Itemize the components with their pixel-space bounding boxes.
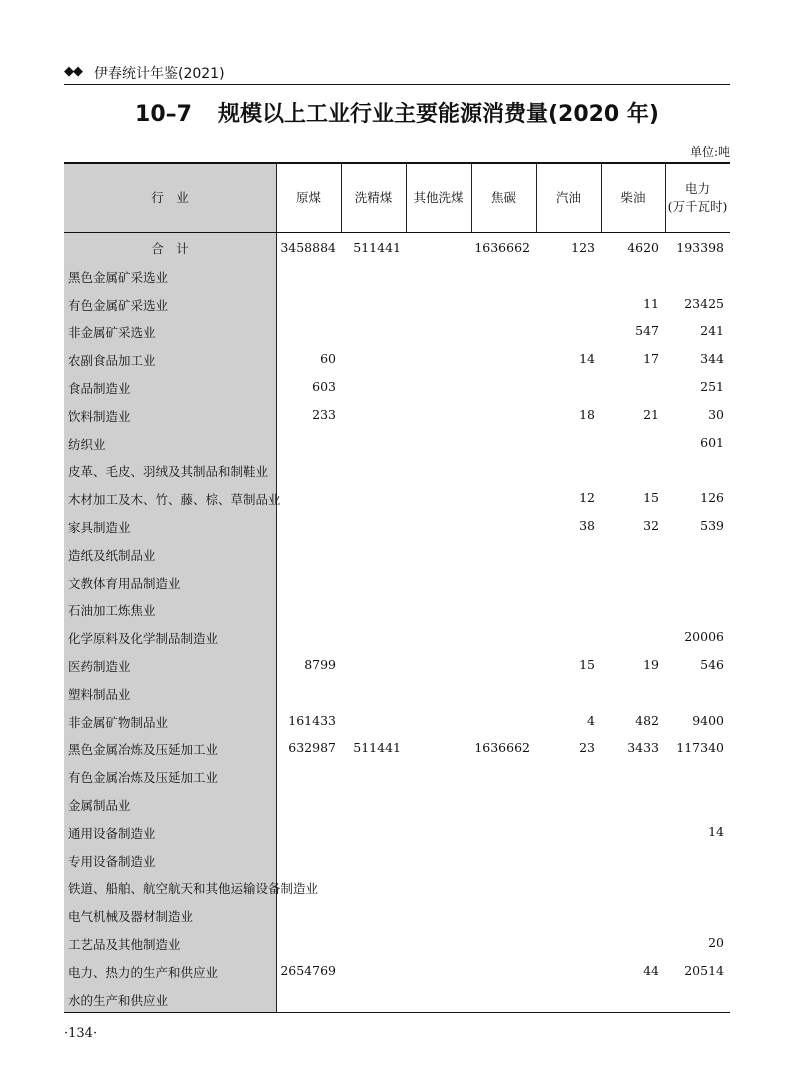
row-value-cell: 11 bbox=[643, 295, 659, 311]
row-value-cell: 603 bbox=[312, 379, 336, 394]
row-value-cell: 60 bbox=[320, 351, 336, 367]
row-industry-name: 石油加工炼焦业 bbox=[68, 603, 156, 619]
row-value-cell: 3458884 bbox=[280, 240, 336, 255]
row-industry-name: 非金属矿物制品业 bbox=[68, 714, 169, 730]
book-title: 伊春统计年鉴(2021) bbox=[94, 66, 225, 82]
row-value-cell: 4620 bbox=[627, 240, 659, 255]
header-rule bbox=[64, 84, 730, 85]
row-value-cell: 233 bbox=[312, 406, 336, 422]
row-industry-name: 非金属矿采选业 bbox=[68, 325, 156, 341]
table-row bbox=[64, 540, 730, 568]
row-value-cell: 511441 bbox=[353, 740, 401, 756]
row-value-cell: 18 bbox=[579, 406, 595, 422]
row-industry-name: 合 计 bbox=[151, 241, 189, 256]
row-value-cell: 32 bbox=[643, 518, 659, 533]
row-industry-name: 农副食品加工业 bbox=[68, 353, 156, 369]
table-title bbox=[64, 97, 730, 128]
table-row bbox=[64, 707, 730, 735]
table-number: 10–7 bbox=[135, 102, 192, 127]
table-row bbox=[64, 234, 730, 262]
row-value-cell: 632987 bbox=[288, 740, 336, 756]
row-value-cell: 23425 bbox=[684, 295, 724, 311]
table-row bbox=[64, 651, 730, 679]
row-industry-name: 皮革、毛皮、羽绒及其制品和制鞋业 bbox=[68, 464, 269, 480]
row-value-cell: 14 bbox=[708, 823, 724, 839]
row-value-cell: 17 bbox=[643, 351, 659, 367]
row-value-cell: 15 bbox=[579, 657, 595, 672]
header-electricity-unit: (万千瓦时) bbox=[667, 199, 728, 214]
row-value-cell: 126 bbox=[700, 490, 724, 506]
diamond-bullet-icon: ◆◆ bbox=[64, 64, 82, 79]
row-industry-name: 水的生产和供应业 bbox=[68, 992, 169, 1008]
table-row bbox=[64, 873, 730, 901]
table-header-rule bbox=[64, 232, 730, 233]
row-value-cell: 123 bbox=[571, 240, 595, 255]
table-row bbox=[64, 679, 730, 707]
row-value-cell: 601 bbox=[700, 434, 724, 450]
energy-table bbox=[64, 162, 730, 1014]
table-row bbox=[64, 901, 730, 929]
row-value-cell: 193398 bbox=[676, 240, 724, 255]
row-industry-name: 饮料制造业 bbox=[68, 408, 131, 424]
row-value-cell: 511441 bbox=[353, 240, 401, 255]
table-row bbox=[64, 623, 730, 651]
row-industry-name: 木材加工及木、竹、藤、棕、草制品业 bbox=[68, 492, 281, 508]
header-electricity-label: 电力 bbox=[684, 181, 710, 196]
table-row bbox=[64, 484, 730, 512]
table-row bbox=[64, 818, 730, 846]
table-row bbox=[64, 290, 730, 318]
row-industry-name: 电气机械及器材制造业 bbox=[68, 909, 194, 925]
row-industry-name: 电力、热力的生产和供应业 bbox=[68, 964, 219, 980]
row-industry-name: 家具制造业 bbox=[68, 520, 131, 535]
row-industry-name: 有色金属矿采选业 bbox=[68, 297, 169, 313]
row-value-cell: 20514 bbox=[684, 962, 724, 978]
table-row bbox=[64, 345, 730, 373]
row-value-cell: 546 bbox=[700, 657, 724, 672]
table-row bbox=[64, 957, 730, 985]
row-value-cell: 482 bbox=[635, 712, 659, 728]
page-number: ·134· bbox=[64, 1026, 98, 1041]
row-value-cell: 547 bbox=[635, 323, 659, 339]
row-industry-name: 铁道、船舶、航空航天和其他运输设备制造业 bbox=[68, 881, 319, 897]
table-row bbox=[64, 790, 730, 818]
row-industry-name: 金属制品业 bbox=[68, 798, 131, 813]
row-value-cell: 344 bbox=[700, 351, 724, 367]
table-row bbox=[64, 512, 730, 540]
row-industry-name: 塑料制品业 bbox=[68, 686, 131, 702]
row-value-cell: 21 bbox=[643, 406, 659, 422]
row-value-cell: 14 bbox=[579, 351, 595, 367]
table-title-text: 规模以上工业行业主要能源消费量(2020 年) bbox=[217, 102, 659, 127]
header-raw-coal: 原煤 bbox=[295, 190, 321, 205]
row-industry-name: 专用设备制造业 bbox=[68, 853, 156, 869]
row-value-cell: 12 bbox=[579, 490, 595, 506]
header-industry: 行 业 bbox=[151, 190, 189, 205]
row-value-cell: 4 bbox=[587, 712, 595, 728]
header-coke: 焦碳 bbox=[490, 190, 516, 205]
table-row bbox=[64, 929, 730, 957]
running-header bbox=[64, 62, 730, 84]
header-washed-coal: 洗精煤 bbox=[354, 190, 393, 205]
row-value-cell: 23 bbox=[579, 740, 595, 756]
table-row bbox=[64, 762, 730, 790]
header-electricity bbox=[665, 164, 730, 232]
row-value-cell: 2654769 bbox=[280, 962, 336, 978]
row-value-cell: 1636662 bbox=[474, 240, 530, 255]
row-value-cell: 15 bbox=[643, 490, 659, 506]
row-industry-name: 通用设备制造业 bbox=[68, 825, 156, 841]
table-row bbox=[64, 456, 730, 484]
row-value-cell: 8799 bbox=[304, 657, 336, 672]
row-value-cell: 38 bbox=[579, 518, 595, 533]
header-gasoline: 汽油 bbox=[555, 190, 581, 205]
row-value-cell: 19 bbox=[643, 657, 659, 672]
row-value-cell: 20006 bbox=[684, 629, 724, 645]
header-diesel: 柴油 bbox=[620, 190, 646, 205]
row-industry-name: 黑色金属矿采选业 bbox=[68, 269, 169, 285]
row-industry-name: 工艺品及其他制造业 bbox=[68, 937, 181, 952]
row-value-cell: 251 bbox=[700, 379, 724, 394]
row-industry-name: 有色金属冶炼及压延加工业 bbox=[68, 770, 219, 786]
table-row bbox=[64, 568, 730, 596]
row-value-cell: 241 bbox=[700, 323, 724, 339]
row-value-cell: 30 bbox=[708, 406, 724, 422]
row-industry-name: 文教体育用品制造业 bbox=[68, 575, 181, 591]
table-row bbox=[64, 317, 730, 345]
unit-label: 单位:吨 bbox=[689, 145, 730, 159]
table-row bbox=[64, 734, 730, 762]
table-row bbox=[64, 262, 730, 290]
header-other-washed-coal: 其他洗煤 bbox=[413, 190, 464, 205]
row-industry-name: 纺织业 bbox=[68, 436, 106, 452]
row-value-cell: 161433 bbox=[288, 712, 336, 728]
table-row bbox=[64, 595, 730, 623]
row-industry-name: 化学原料及化学制品制造业 bbox=[68, 631, 219, 647]
table-row bbox=[64, 429, 730, 457]
row-value-cell: 117340 bbox=[676, 740, 724, 756]
row-industry-name: 造纸及纸制品业 bbox=[68, 547, 156, 563]
table-row bbox=[64, 401, 730, 429]
row-value-cell: 3433 bbox=[627, 740, 659, 756]
row-value-cell: 1636662 bbox=[474, 740, 530, 756]
row-value-cell: 20 bbox=[708, 935, 724, 950]
row-value-cell: 44 bbox=[643, 962, 659, 978]
row-industry-name: 黑色金属冶炼及压延加工业 bbox=[68, 742, 219, 758]
table-row bbox=[64, 373, 730, 401]
row-industry-name: 食品制造业 bbox=[68, 381, 131, 396]
table-row bbox=[64, 846, 730, 874]
row-industry-name: 医药制造业 bbox=[68, 659, 131, 674]
row-value-cell: 539 bbox=[700, 518, 724, 533]
row-value-cell: 9400 bbox=[692, 712, 724, 728]
table-row bbox=[64, 985, 730, 1013]
